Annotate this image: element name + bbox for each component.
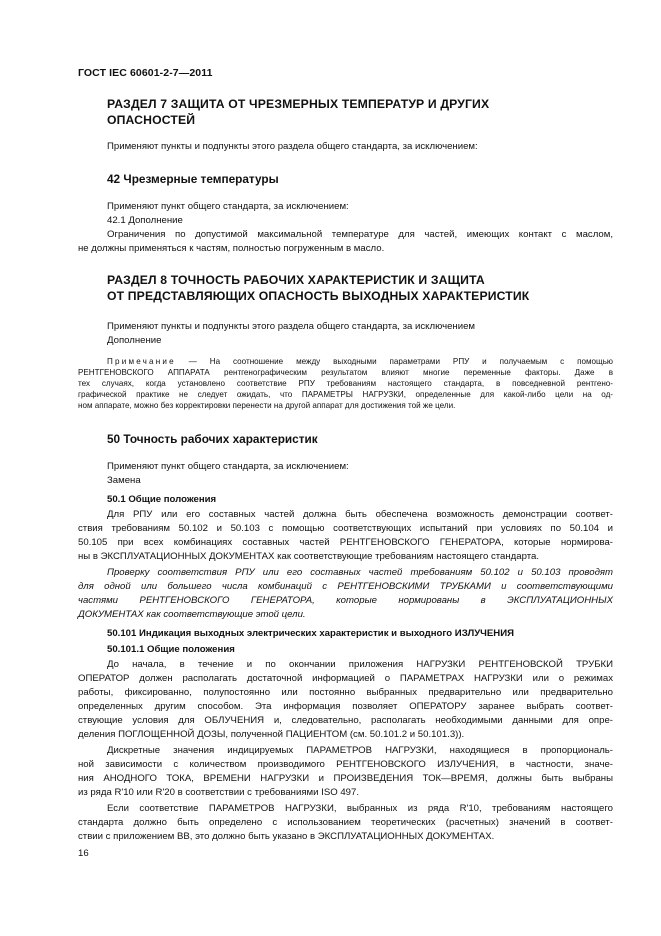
clause-50-101-1-p1-line-3: работы, фиксированно, полупостоянно или постоянно выбранных предварительно или предварительно: [78, 687, 613, 698]
clause-50-1-p2-line-3: частями РЕНТГЕНОВСКОГО ГЕНЕРАТОРА, которые нормированы в ЭКСПЛУАТАЦИОННЫХ: [78, 595, 613, 606]
clause-50-101-1-p3-line-3: ствии с приложением ВВ, это должно быть указано в ЭКСПЛУАТАЦИОННЫХ ДОКУМЕНТАХ.: [78, 831, 495, 842]
section-7-intro: Применяют пункты и подпункты этого раздела общего стандарта, за исключением:: [107, 141, 478, 152]
clause-42-text-line-1: Ограничения по допустимой максимальной температуре для частей, имеющих контакт с маслом,: [107, 229, 613, 240]
clause-50-101-1-p3-line-1: Если соответствие ПАРАМЕТРОВ НАГРУЗКИ, выбранных из ряда R'10, требованиям настоящего: [107, 803, 613, 814]
clause-50-title: 50 Точность рабочих характеристик: [107, 432, 318, 446]
section-8-addition: Дополнение: [107, 335, 162, 346]
note-line-2: РЕНТГЕНОВСКОГО АППАРАТА рентгенографическим результатом влияют многие переменные факторы. Даже в: [78, 368, 613, 377]
clause-50-intro: Применяют пункт общего стандарта, за исключением:: [107, 461, 349, 472]
section-8-title-line-1: РАЗДЕЛ 8 ТОЧНОСТЬ РАБОЧИХ ХАРАКТЕРИСТИК И ЗАЩИТА: [107, 273, 485, 287]
section-8-title: [107, 272, 577, 304]
clause-50-101-1-p3-line-2: стандарта должно быть определено с использованием теоретических (расчетных) значений в соответ-: [78, 817, 613, 828]
section-8-intro: Применяют пункты и подпункты этого раздела общего стандарта, за исключением: [107, 321, 475, 332]
clause-50-1-p2-line-1: Проверку соответствия РПУ или его составных частей требованиям 50.102 и 50.103 проводят: [107, 567, 613, 578]
clause-50-101-1-title: 50.101.1 Общие положения: [107, 644, 235, 655]
clause-50-101-1-p1-line-6: деления ПОГЛОЩЕННОЙ ДОЗЫ, полученной ПАЦИЕНТОМ (см. 50.101.2 и 50.101.3)).: [78, 729, 465, 740]
clause-42-title: 42 Чрезмерные температуры: [107, 172, 279, 186]
clause-50-1-p1-line-4: ны в ЭКСПЛУАТАЦИОННЫХ ДОКУМЕНТАХ как соответствующие требованиям настоящего стандарта.: [78, 551, 540, 562]
page-number: 16: [78, 848, 89, 859]
note-line-1: [107, 356, 613, 367]
clause-50-1-p1-line-3: 50.105 при всех комбинациях составных частей РЕНТГЕНОВСКОГО ГЕНЕРАТОРА, которые нормирова-: [78, 537, 613, 548]
clause-42-text-line-2: не должны применяться к частям, полностью погруженным в масло.: [78, 243, 385, 254]
note-line-3: тех случаях, когда установлено соответствие РПУ требованиям настоящего стандарта, в повседневной рентгено-: [78, 379, 613, 388]
section-7-title-line-2: ОПАСНОСТЕЙ: [107, 113, 196, 127]
clause-50-101-1-p1-line-5: ствующие условия для ОБЛУЧЕНИЯ и, следовательно, располагать необходимыми данными для опре-: [78, 715, 613, 726]
clause-50-1-p2-line-2: для одной или большего числа комбинаций с РЕНТГЕНОВСКИМИ ТРУБКАМИ и соответствующими: [78, 581, 613, 592]
section-8-title-line-2: ОТ ПРЕДСТАВЛЯЮЩИХ ОПАСНОСТЬ ВЫХОДНЫХ ХАРАКТЕРИСТИК: [107, 289, 530, 303]
section-7-title-line-1: РАЗДЕЛ 7 ЗАЩИТА ОТ ЧРЕЗМЕРНЫХ ТЕМПЕРАТУР И ДРУГИХ: [107, 97, 490, 111]
note-line-5: ном аппарате, можно без корректировки перенести на другой аппарат для достижения той же цели.: [78, 401, 456, 410]
note-line-1-text: — На соотношение между выходными параметрами РПУ и получаемым с помощью: [188, 357, 614, 366]
clause-50-1-p1-line-1: Для РПУ или его составных частей должна быть обеспечена возможность демонстрации соответ-: [107, 509, 613, 520]
document-header: ГОСТ IEC 60601-2-7—2011: [78, 67, 213, 79]
clause-42-1-addition: 42.1 Дополнение: [107, 215, 183, 226]
clause-50-101-title: 50.101 Индикация выходных электрических характеристик и выходного ИЗЛУЧЕНИЯ: [107, 628, 515, 639]
clause-50-1-p2-line-4: ДОКУМЕНТАХ как соответствующие этой цели.: [78, 609, 306, 620]
clause-50-101-1-p2-line-1: Дискретные значения индицируемых ПАРАМЕТРОВ НАГРУЗКИ, находящиеся в пропорциональ-: [107, 745, 613, 756]
clause-50-101-1-p1-line-2: ОПЕРАТОР должен располагать достаточной информацией о ПАРАМЕТРАХ НАГРУЗКИ или о режимах: [78, 673, 613, 684]
clause-50-replacement: Замена: [107, 475, 141, 486]
clause-50-101-1-p1-line-1: До начала, в течение и по окончании приложения НАГРУЗКИ РЕНТГЕНОВСКОЙ ТРУБКИ: [107, 659, 613, 670]
clause-50-1-p1-line-2: ствия требованиям 50.102 и 50.103 с помощью соответствующих испытаний при условиях по 50.104 и: [78, 523, 613, 534]
note-label: Примечание: [107, 357, 176, 366]
section-7-title: [107, 96, 577, 128]
clause-50-101-1-p2-line-4: из ряда R'10 или R'20 в соответствии с требованиями ISO 497.: [78, 787, 360, 798]
clause-50-1-title: 50.1 Общие положения: [107, 494, 217, 505]
clause-50-101-1-p2-line-3: ния АНОДНОГО ТОКА, ВРЕМЕНИ НАГРУЗКИ и ПРОИЗВЕДЕНИЯ ТОК—ВРЕМЯ, должны быть выбраны: [78, 773, 613, 784]
note-line-4: графической практике не следует ожидать, что ПАРАМЕТРЫ НАГРУЗКИ, определенные для какой-либо цели на од-: [78, 390, 613, 399]
clause-42-intro: Применяют пункт общего стандарта, за исключением:: [107, 201, 349, 212]
clause-50-101-1-p1-line-4: определенных другим способом. Эта информация позволяет ОПЕРАТОРУ заранее выбрать соответ-: [78, 701, 613, 712]
clause-50-101-1-p2-line-2: ной зависимости с количеством производимого РЕНТГЕНОВСКОГО ИЗЛУЧЕНИЯ, в частности, значе-: [78, 759, 613, 770]
